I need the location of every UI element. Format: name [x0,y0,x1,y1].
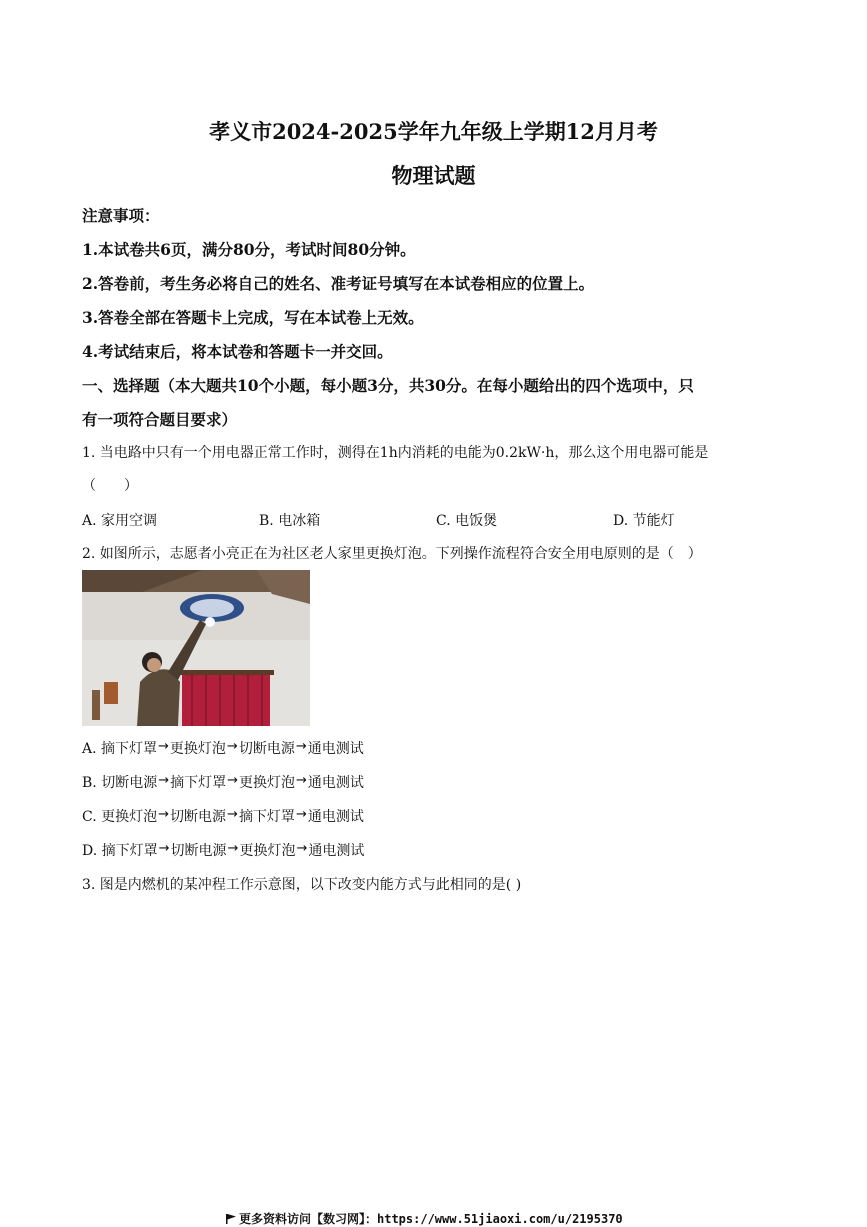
question-2-stem: 2. 如图所示，志愿者小亮正在为社区老人家里更换灯泡。下列操作流程符合安全用电原则的是（ ） [82,546,702,562]
arrow-icon: → [296,841,308,856]
question-1-option-b: B. 电冰箱 [259,513,321,529]
question-1-option-d: D. 节能灯 [613,513,675,529]
exam-title: 孝义市2024-2025学年九年级上学期12月月考 [209,119,658,144]
arrow-icon: → [296,773,307,788]
exam-subtitle: 物理试题 [391,163,476,188]
flag-icon [226,1214,236,1224]
footer-link[interactable]: 更多资料访问【数习网】：https://www.51jiaoxi.com/u/2195370 [226,1210,623,1227]
question-2-option-c: C. 更换灯泡→切断电源→摘下灯罩→通电测试 [82,807,364,825]
volunteer-changing-bulb-photo [82,570,310,726]
arrow-icon: → [227,773,239,788]
question-1-option-a: A. 家用空调 [82,513,158,529]
question-1-blank: （ ） [82,478,138,494]
question-1-option-c: C. 电饭煲 [436,513,498,529]
arrow-icon: → [158,773,170,788]
notice-item-4: 4.考试结束后，将本试卷和答题卡一并交回。 [82,342,393,361]
question-3-stem: 3. 图是内燃机的某冲程工作示意图，以下改变内能方式与此相同的是( ) [82,877,522,893]
notice-item-1: 1.本试卷共6页，满分80分，考试时间80分钟。 [82,240,416,259]
arrow-icon: → [158,807,170,822]
section-heading-line-1: 一、选择题（本大题共10个小题，每小题3分，共30分。在每小题给出的四个选项中，只 [82,376,694,395]
arrow-icon: → [295,739,307,754]
question-2-option-b: B. 切断电源→摘下灯罩→更换灯泡→通电测试 [82,773,364,791]
question-2-option-d: D. 摘下灯罩→切断电源→更换灯泡→通电测试 [82,841,365,859]
question-2-option-a: A. 摘下灯罩→更换灯泡→切断电源→通电测试 [82,739,364,757]
arrow-icon: → [158,841,170,856]
arrow-icon: → [226,739,238,754]
arrow-icon: → [158,739,169,754]
arrow-icon: → [295,807,307,822]
notice-heading: 注意事项： [82,206,160,225]
section-heading-line-2: 有一项符合题目要求） [82,410,238,429]
notice-item-3: 3.答卷全部在答题卡上完成，写在本试卷上无效。 [82,308,424,327]
arrow-icon: → [227,807,238,822]
question-1-stem: 1. 当电路中只有一个用电器正常工作时，测得在1h内消耗的电能为0.2kW·h，那么这个用电器可能是 [82,445,709,461]
arrow-icon: → [227,841,239,856]
notice-item-2: 2.答卷前，考生务必将自己的姓名、准考证号填写在本试卷相应的位置上。 [82,274,595,293]
